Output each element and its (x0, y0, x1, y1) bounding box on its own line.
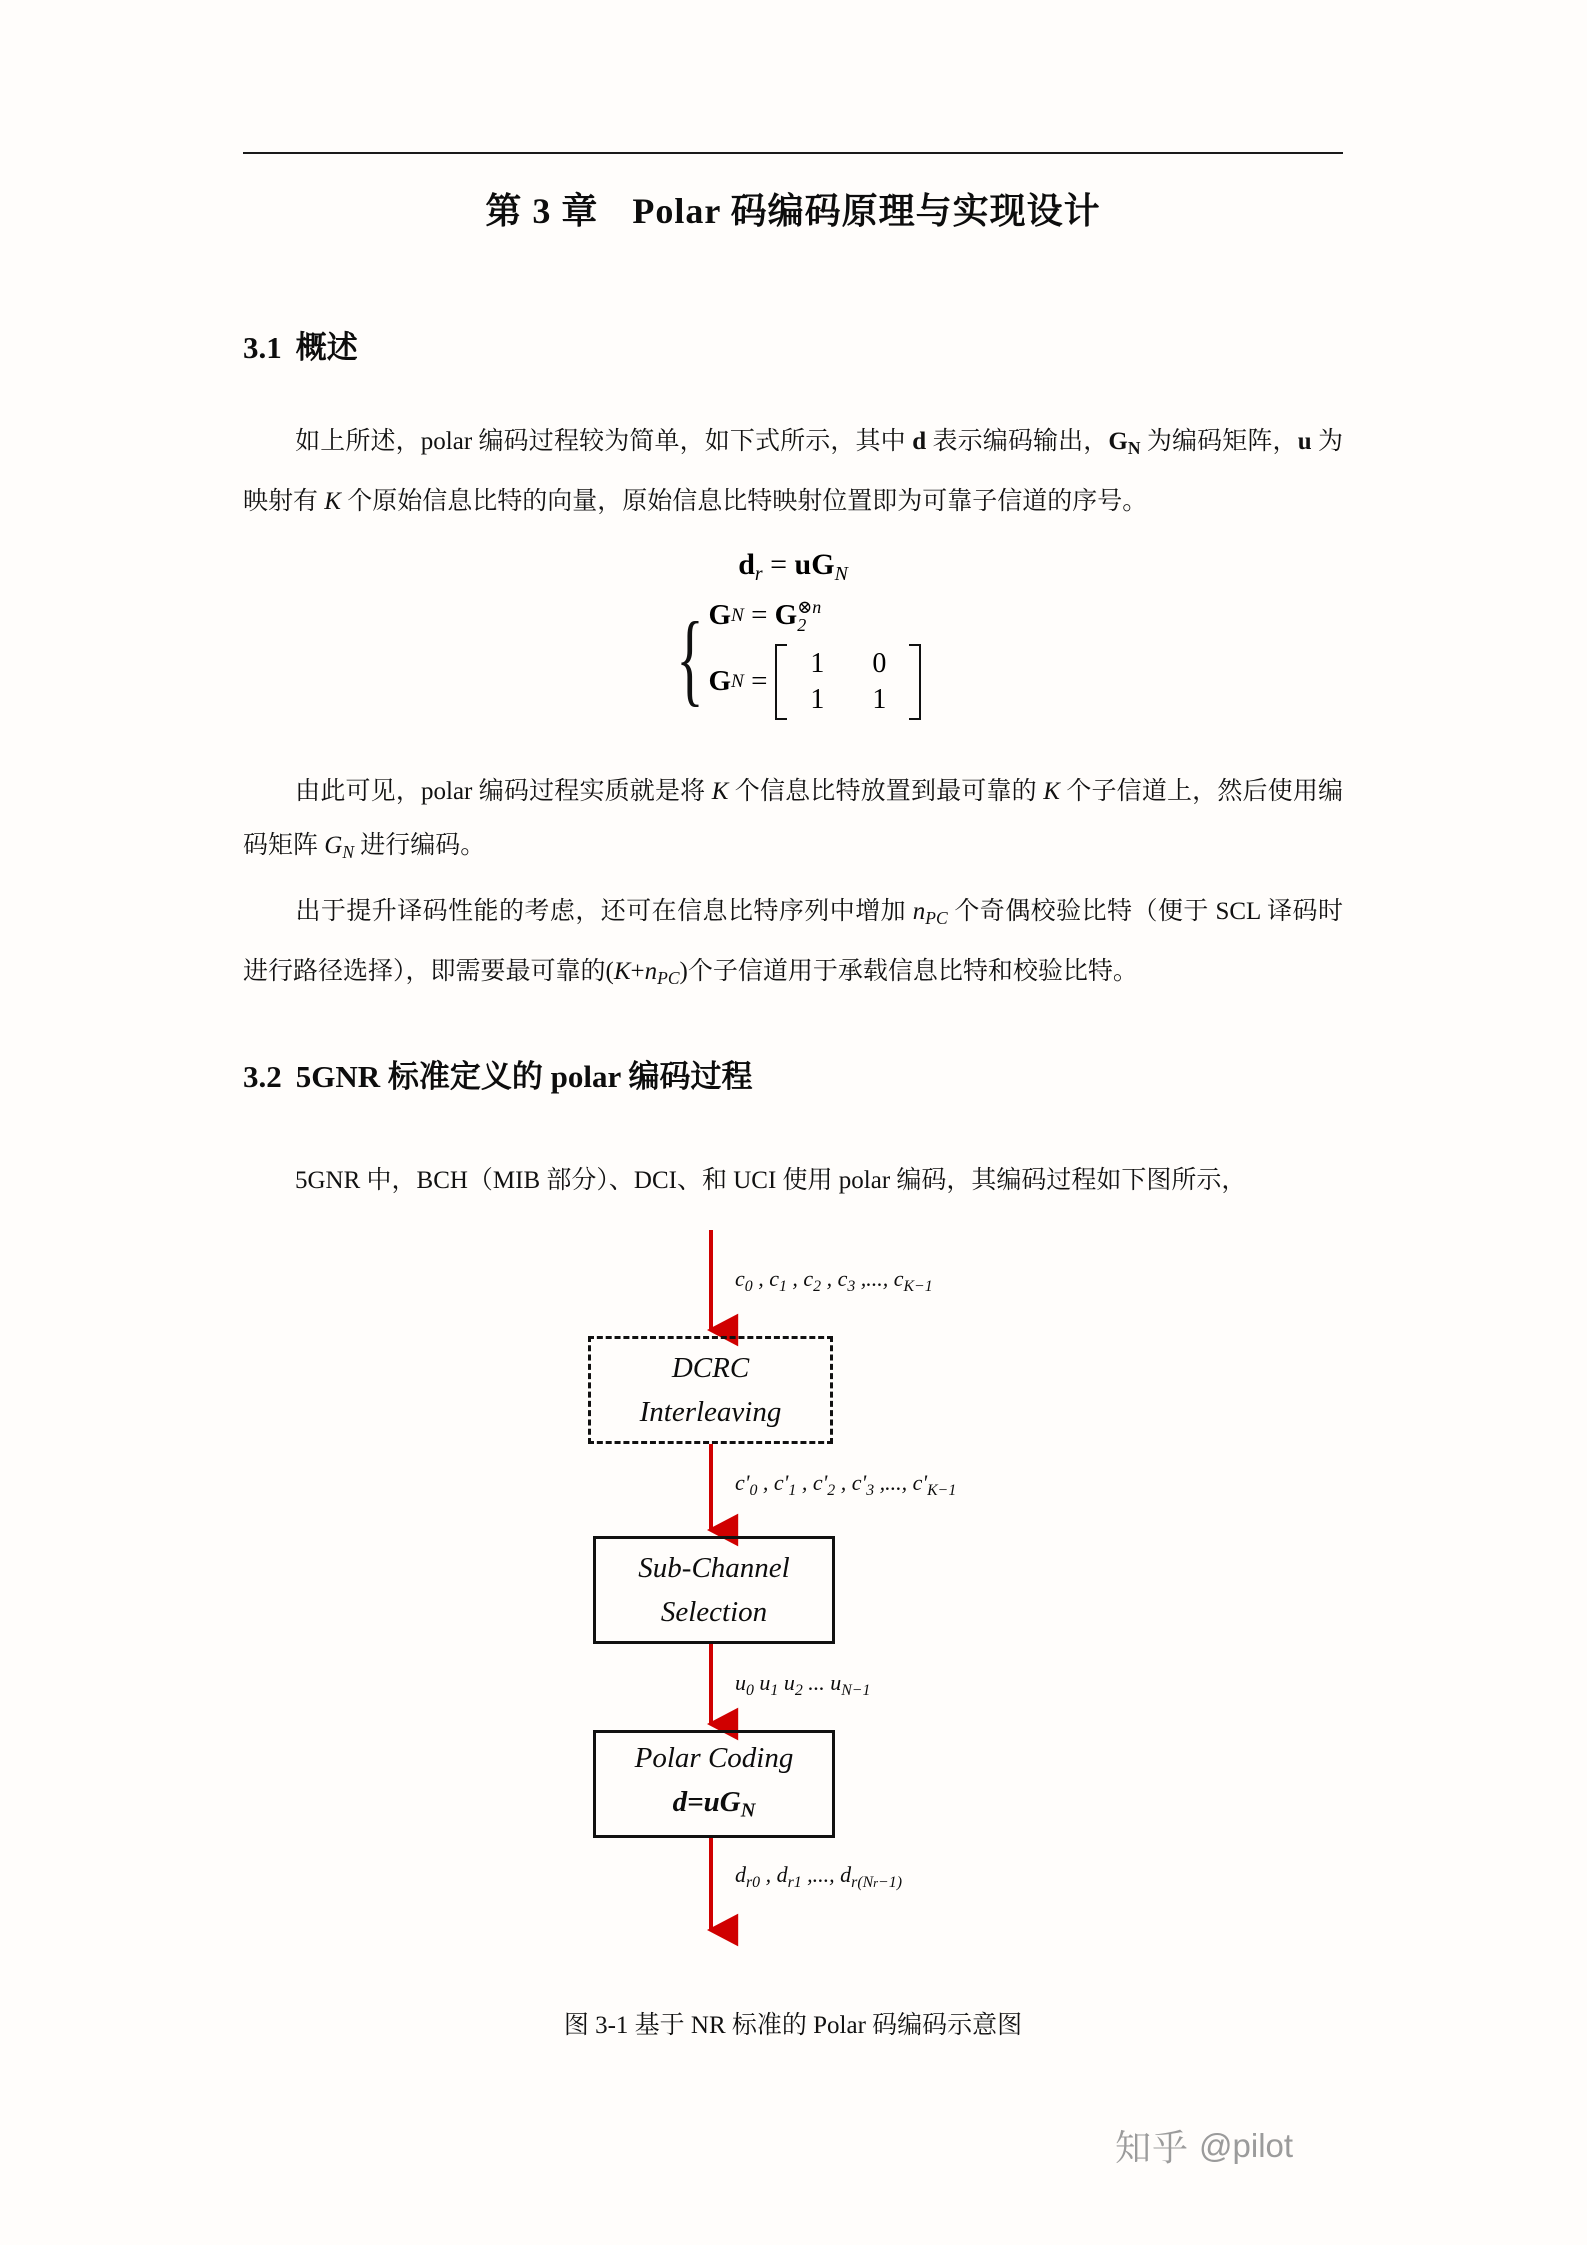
section-heading-3-1 (243, 322, 358, 367)
math-var-k: K (711, 778, 729, 805)
paragraph-overview-3 (243, 885, 1343, 1005)
eq2r1-lhs-sub: N (731, 604, 744, 626)
flow-box-dcrc-line1: DCRC (671, 1352, 750, 1384)
section-title: 5GNR 标准定义的 polar 编码过程 (295, 1059, 753, 1094)
math-var-n: n (912, 898, 926, 925)
flow-box-subchannel-line2: Selection (660, 1596, 768, 1628)
math-var-k: K (613, 957, 631, 985)
flow-label-interleaved: $c'_0$ , $c'_1$ , $c'_2$ , $c'_3$ ,..., $c'_{K-1}$ (735, 1470, 957, 1499)
flow-box-polar-line2-sub: N (740, 1799, 756, 1822)
eq2r1-rhs-g: G (774, 599, 798, 632)
header-rule (243, 152, 1343, 154)
math-var-d: d (912, 428, 927, 455)
math-sub-n: N (1127, 437, 1141, 458)
matrix-cell-01: 0 (872, 647, 887, 679)
math-var-k: K (324, 487, 341, 515)
text-run: 表示编码输出， (926, 428, 1109, 455)
eq2r1-operator: = (751, 599, 768, 632)
matrix-cell-11: 1 (872, 683, 887, 715)
equation-d-equals-ug (243, 548, 1343, 586)
flow-box-polar-line1: Polar Coding (634, 1741, 794, 1774)
paragraph-5gnr-1 (243, 1154, 1343, 1208)
eq1-rhs-u: u (794, 548, 812, 581)
math-sub-n: N (342, 841, 355, 862)
flow-box-dcrc-interleaving[interactable] (588, 1336, 833, 1444)
text-run: )个子信道用于承载信息比特和校验比特。 (679, 957, 1138, 985)
flow-label-polar-out: $d_{r0}$ , $d_{r1}$ ,..., $d_{r(Nr-1)}$ (735, 1862, 902, 1891)
flow-label-subchannel-out: $u_0$ $u_1$ $u_2$ ... $u_{N-1}$ (735, 1670, 871, 1699)
paragraph-overview-1 (243, 415, 1343, 529)
flow-box-polar-coding[interactable] (593, 1730, 835, 1838)
math-var-g: G (324, 832, 343, 859)
text-run: 出于提升译码性能的考虑，还可在信息比特序列中增加 (295, 898, 913, 925)
matrix-cell-00: 1 (810, 647, 825, 679)
section-number: 3.2 (243, 1059, 282, 1094)
text-run: 个信息比特放置到最可靠的 (728, 778, 1044, 805)
text-run: 个子信道上，然后使用编码矩阵 (243, 778, 1343, 859)
text-run: 5GNR 中，BCH（MIB 部分）、DCI、和 UCI 使用 polar 编码，其编码过程如下图所示， (295, 1167, 1247, 1194)
eq1-rhs-sub: N (834, 562, 848, 585)
math-var-g: G (1108, 428, 1128, 455)
watermark (1115, 2120, 1293, 2171)
section-number: 3.1 (243, 330, 282, 365)
eq1-operator: = (770, 548, 788, 581)
text-run: 进行编码。 (354, 832, 486, 859)
matrix-bracket-left (775, 644, 787, 720)
matrix-cell-10: 1 (810, 683, 825, 715)
system-brace: { (675, 600, 704, 716)
equation-generator-matrix-system (243, 598, 1343, 720)
text-run: 为映射有 (243, 428, 1343, 515)
flow-box-polar-line2 (673, 1780, 756, 1833)
watermark-handle: @pilot (1199, 2126, 1294, 2164)
generator-matrix-2x2 (775, 644, 921, 720)
math-var-n: n (644, 957, 658, 985)
paragraph-overview-2 (243, 765, 1343, 879)
chapter-title-text: Polar 码编码原理与实现设计 (632, 191, 1101, 231)
section-heading-3-2 (243, 1051, 752, 1096)
math-plus: + (630, 957, 645, 985)
flow-label-input: $c_0$ , $c_1$ , $c_2$ , $c_3$ ,..., $c_{K-1}$ (735, 1266, 933, 1295)
eq1-rhs-g: G (811, 548, 835, 581)
polar-encoding-flowchart (243, 1230, 1343, 1970)
flow-box-subchannel-line1: Sub-Channel (638, 1552, 790, 1584)
text-run: 由此可见，polar 编码过程实质就是将 (295, 778, 712, 805)
chapter-number: 第 3 章 (485, 191, 599, 231)
math-sub-pc: PC (925, 907, 948, 928)
flow-box-polar-line2-text: d=uG (672, 1785, 741, 1818)
eq2r1-rhs-sub: 2 (797, 614, 807, 635)
eq2-row-1 (708, 598, 921, 634)
eq1-lhs: d (738, 548, 755, 581)
text-run: 为编码矩阵， (1140, 428, 1298, 455)
eq2r2-lhs-g: G (708, 665, 732, 698)
figure-caption: 图 3-1 基于 NR 标准的 Polar 码编码示意图 (563, 2012, 1023, 2039)
watermark-brand: 知乎 (1115, 2127, 1190, 2168)
eq2r2-lhs-sub: N (731, 670, 744, 692)
eq2r2-operator: = (751, 665, 768, 698)
section-title: 概述 (295, 330, 358, 365)
chapter-title (243, 183, 1343, 234)
eq2r1-rhs-sup: ⊗n (797, 597, 822, 617)
text-run: 个奇偶校验比特（便于 SCL 译码时进行路径选择），即需要最可靠的( (243, 898, 1343, 985)
math-sub-pc: PC (657, 967, 680, 988)
math-var-k: K (1043, 778, 1060, 805)
text-run: 如上所述，polar 编码过程较为简单，如下式所示，其中 (295, 428, 913, 455)
eq2-row-2 (708, 644, 921, 720)
eq2r1-lhs-g: G (708, 599, 732, 632)
eq1-lhs-sub: r (754, 562, 763, 585)
text-run: 个原始信息比特的向量，原始信息比特映射位置即为可靠子信道的序号。 (340, 487, 1148, 515)
math-var-u: u (1297, 428, 1312, 455)
flow-box-dcrc-line2: Interleaving (639, 1396, 782, 1428)
matrix-bracket-right (909, 644, 921, 720)
flow-box-sub-channel-selection[interactable] (593, 1536, 835, 1644)
